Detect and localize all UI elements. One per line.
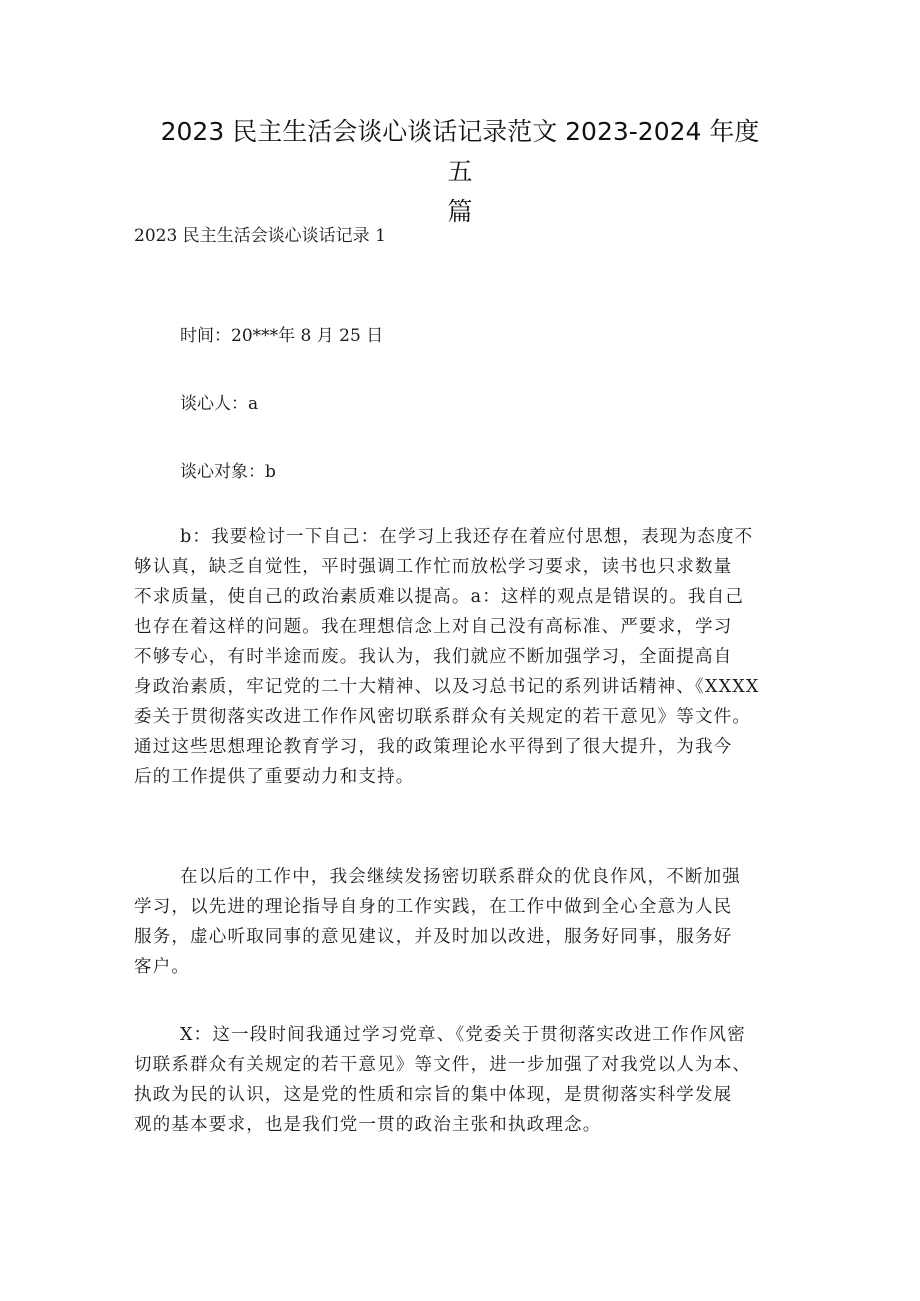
paragraph-line: 不求质量，使自己的政治素质难以提高。a：这样的观点是错误的。我自己 (134, 587, 745, 607)
paragraph-line: 也存在着这样的问题。我在理想信念上对自己没有高标准、严要求，学习 (134, 617, 733, 637)
paragraph-line: X：这一段时间我通过学习党章、《党委关于贯彻落实改进工作作风密 (180, 1025, 746, 1045)
document-title-line-2: 篇 (447, 197, 473, 226)
document-title (150, 112, 770, 232)
paragraph-line: 切联系群众有关规定的若干意见》等文件，进一步加强了对我党以人为本、 (134, 1055, 752, 1075)
paragraph-line: 身政治素质，牢记党的二十大精神、以及习总书记的系列讲话精神、《XXXX (134, 677, 760, 697)
paragraph-line: 委关于贯彻落实改进工作作风密切联系群众有关规定的若干意见》等文件。 (134, 707, 752, 727)
paragraph-line: 够认真，缺乏自觉性，平时强调工作忙而放松学习要求，读书也只求数量 (134, 557, 733, 577)
paragraph-line: 服务，虚心听取同事的意见建议，并及时加以改进，服务好同事，服务好 (134, 927, 733, 947)
paragraph-line: 通过这些思想理论教育学习，我的政策理论水平得到了很大提升，为我今 (134, 737, 733, 757)
meta-speaker: 谈心人：a (180, 394, 259, 414)
section-heading: 2023 民主生活会谈心谈话记录 1 (134, 226, 386, 246)
paragraph-line: 客户。 (134, 957, 191, 977)
paragraph-line: 在以后的工作中，我会继续发扬密切联系群众的优良作风，不断加强 (180, 867, 741, 887)
paragraph-line: 学习，以先进的理论指导自身的工作实践，在工作中做到全心全意为人民 (134, 897, 733, 917)
paragraph-line: 观的基本要求，也是我们党一贯的政治主张和执政理念。 (134, 1115, 602, 1135)
paragraph-line: b：我要检讨一下自己：在学习上我还存在着应付思想，表现为态度不 (180, 527, 754, 547)
paragraph-line: 后的工作提供了重要动力和支持。 (134, 767, 415, 787)
meta-time: 时间：20***年 8 月 25 日 (180, 326, 384, 346)
paragraph-2 (134, 862, 790, 982)
paragraph-line: 不够专心，有时半途而废。我认为，我们就应不断加强学习，全面提高自 (134, 647, 733, 667)
paragraph-1 (134, 522, 790, 792)
meta-target: 谈心对象：b (180, 462, 276, 482)
paragraph-line: 执政为民的认识，这是党的性质和宗旨的集中体现，是贯彻落实科学发展 (134, 1085, 733, 1105)
paragraph-3 (134, 1020, 790, 1140)
document-title-line-1: 2023 民主生活会谈心谈话记录范文 2023-2024 年度五 (160, 117, 760, 186)
